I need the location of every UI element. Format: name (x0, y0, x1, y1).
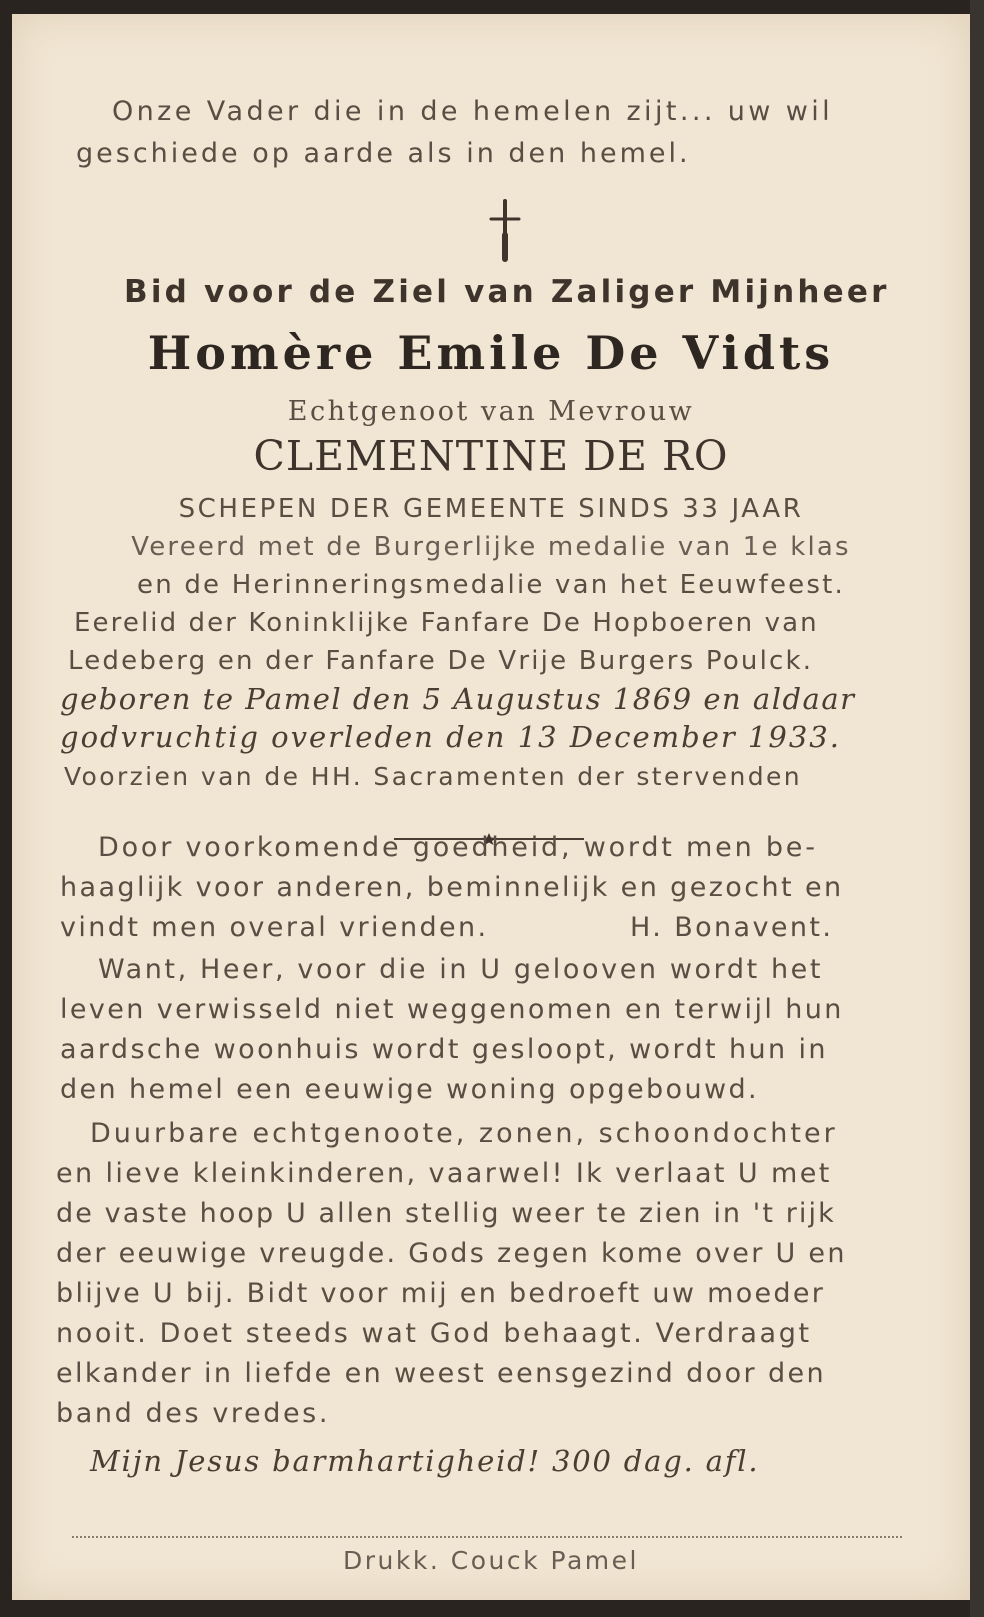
indulgence-line: Mijn Jesus barmhartigheid! 300 dag. afl. (90, 1444, 760, 1478)
cross-icon (487, 199, 523, 263)
prayer-line-1: Onze Vader die in de hemelen zijt... uw wil (112, 96, 834, 127)
quote1-attribution: H. Bonavent. (630, 912, 834, 943)
footer-dotted-rule (72, 1536, 902, 1538)
spouse-intro: Echtgenoot van Mevrouw (287, 396, 695, 427)
dates-line-2: godvruchtig overleden den 13 December 1933. (60, 720, 841, 754)
farewell-line-6: nooit. Doet steeds wat God behaagt. Verdraagt (56, 1318, 812, 1349)
memorial-card (12, 14, 970, 1600)
quote2-line-1: Want, Heer, voor die in U gelooven wordt het (98, 954, 824, 985)
farewell-line-2: en lieve kleinkinderen, vaarwel! Ik verlaat U met (56, 1158, 832, 1189)
spouse-name: CLEMENTINE DE RO (253, 432, 729, 480)
farewell-line-3: de vaste hoop U allen stellig weer te zien in 't rijk (56, 1198, 836, 1229)
dates-sacraments: Voorzien van de HH. Sacramenten der stervenden (64, 762, 802, 791)
dates-line-1: geboren te Pamel den 5 Augustus 1869 en aldaar (60, 682, 856, 716)
quote2-line-3: aardsche woonhuis wordt gesloopt, wordt hun in (60, 1034, 828, 1065)
farewell-line-7: elkander in liefde en weest eensgezind door den (56, 1358, 827, 1389)
printer-credit: Drukk. Couck Pamel (343, 1546, 639, 1575)
farewell-line-5: blijve U bij. Bidt voor mij en bedroeft uw moeder (56, 1278, 826, 1309)
quote1-line-1: Door voorkomende goedheid, wordt men be- (98, 832, 818, 863)
honours-line-2: Vereerd met de Burgerlijke medalie van 1e klas (131, 532, 851, 562)
honours-line-4: Eerelid der Koninklijke Fanfare De Hopboeren van (74, 608, 819, 638)
honours-line-5: Ledeberg en der Fanfare De Vrije Burgers Poulck. (68, 646, 814, 676)
prayer-line-2: geschiede op aarde als in den hemel. (76, 138, 691, 169)
deceased-name: Homère Emile De Vidts (147, 326, 835, 380)
quote2-line-2: leven verwisseld niet weggenomen en terwijl hun (60, 994, 844, 1025)
honours-line-3: en de Herinneringsmedalie van het Eeuwfeest. (137, 570, 845, 600)
quote2-line-4: den hemel een eeuwige woning opgebouwd. (60, 1074, 759, 1105)
farewell-line-1: Duurbare echtgenoote, zonen, schoondochter (90, 1118, 838, 1149)
heading-intro: Bid voor de Ziel van Zaliger Mijnheer (124, 274, 890, 310)
quote1-line-2: haaglijk voor anderen, beminnelijk en gezocht en (60, 872, 844, 903)
farewell-line-8: band des vredes. (56, 1398, 331, 1429)
farewell-line-4: der eeuwige vreugde. Gods zegen kome over U en (56, 1238, 847, 1269)
card-edge-shadow (970, 0, 984, 1617)
honours-line-1: SCHEPEN DER GEMEENTE SINDS 33 JAAR (178, 494, 804, 524)
quote1-line-3: vindt men overal vrienden. (60, 912, 489, 943)
